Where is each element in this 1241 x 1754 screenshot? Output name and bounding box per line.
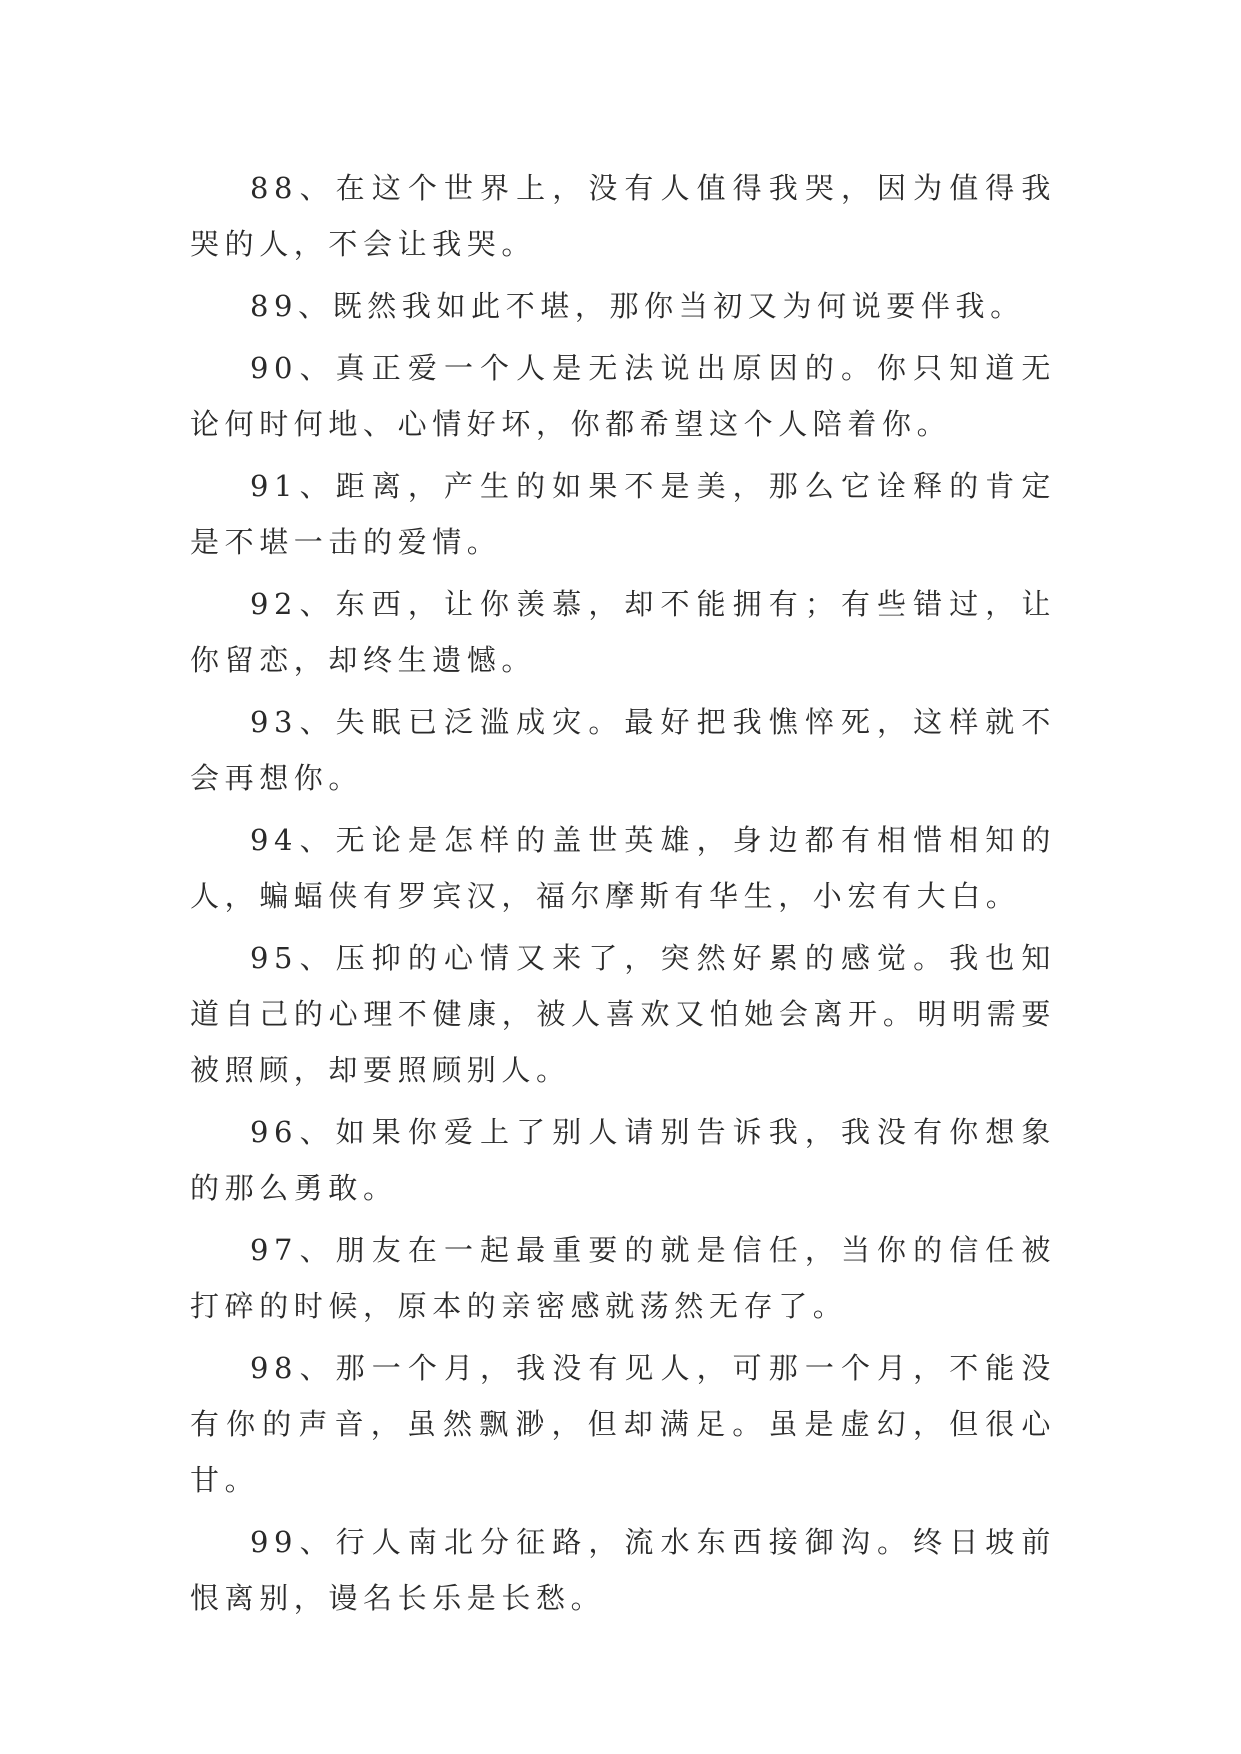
paragraph-97: 97、朋友在一起最重要的就是信任，当你的信任被打碎的时候，原本的亲密感就荡然无存了。 [190,1233,1056,1323]
paragraph-88: 88、在这个世界上，没有人值得我哭，因为值得我哭的人，不会让我哭。 [190,171,1056,261]
paragraph-93: 93、失眠已泛滥成灾。最好把我憔悴死，这样就不会再想你。 [190,705,1056,795]
paragraph-89: 89、既然我如此不堪，那你当初又为何说要伴我。 [250,289,1025,323]
paragraph-94: 94、无论是怎样的盖世英雄，身边都有相惜相知的人，蝙蝠侠有罗宾汉，福尔摩斯有华生，小宏有大白。 [190,823,1056,913]
paragraph-92: 92、东西，让你羡慕，却不能拥有；有些错过，让你留恋，却终生遗憾。 [190,587,1056,677]
paragraph-95: 95、压抑的心情又来了，突然好累的感觉。我也知道自己的心理不健康，被人喜欢又怕她会离开。明明需要被照顾，却要照顾别人。 [190,941,1056,1087]
paragraph-91: 91、距离，产生的如果不是美，那么它诠释的肯定是不堪一击的爱情。 [190,469,1056,559]
document-body [190,160,1056,1632]
paragraph-90: 90、真正爱一个人是无法说出原因的。你只知道无论何时何地、心情好坏，你都希望这个人陪着你。 [190,351,1056,441]
paragraph-96: 96、如果你爱上了别人请别告诉我，我没有你想象的那么勇敢。 [190,1115,1056,1205]
paragraph-98: 98、那一个月，我没有见人，可那一个月，不能没有你的声音，虽然飘渺，但却满足。虽是虚幻，但很心甘。 [190,1351,1056,1497]
paragraph-99: 99、行人南北分征路，流水东西接御沟。终日坡前恨离别，谩名长乐是长愁。 [190,1525,1056,1615]
